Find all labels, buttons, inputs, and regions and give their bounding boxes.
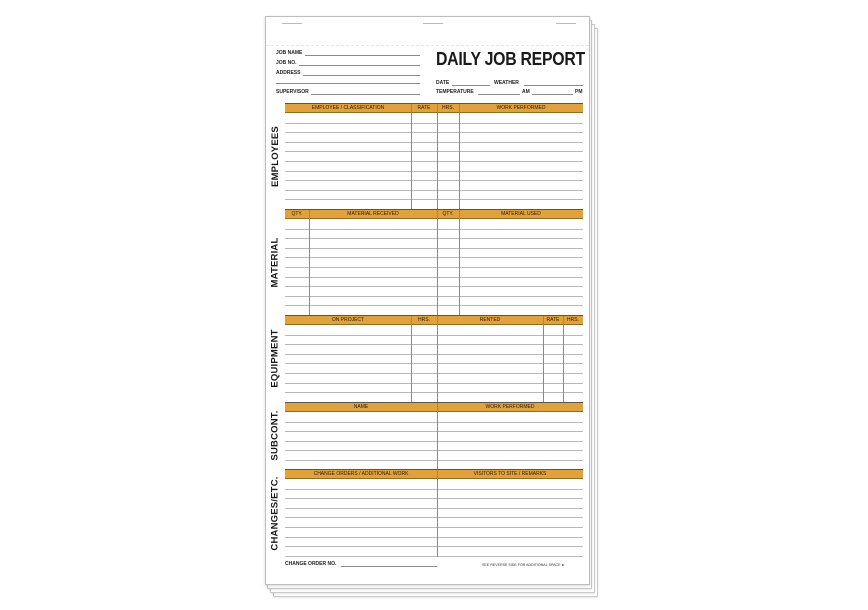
changes-header-bar — [285, 470, 583, 479]
ruled-line — [285, 537, 583, 538]
on-project-header: ON PROJECT — [331, 317, 365, 323]
temperature-am-field[interactable] — [478, 94, 520, 95]
material-received-header: MATERIAL RECEIVED — [347, 211, 399, 217]
perforation-mark-center — [423, 23, 443, 24]
employees-col-divider-3 — [459, 104, 460, 209]
reverse-side-note: SEE REVERSE SIDE FOR ADDITIONAL SPACE ► — [482, 563, 566, 567]
date-field[interactable] — [452, 85, 490, 86]
job-name-label: JOB NAME — [276, 50, 303, 56]
ruled-line — [285, 296, 583, 297]
rate-header: RATE — [417, 105, 431, 111]
visitors-remarks-header: VISITORS TO SITE / REMARKS — [473, 471, 547, 477]
ruled-line — [285, 161, 583, 162]
ruled-line — [285, 180, 583, 181]
job-no-label: JOB NO. — [276, 60, 297, 66]
changes-col-divider — [437, 470, 438, 557]
ruled-line — [285, 132, 583, 133]
equipment-col-divider-2 — [437, 316, 438, 402]
ruled-line — [285, 229, 583, 230]
ruled-line — [285, 305, 583, 306]
material-col-divider-2 — [437, 210, 438, 315]
equipment-header-bar — [285, 316, 583, 325]
form-title: DAILY JOB REPORT — [436, 49, 585, 69]
ruled-line — [285, 460, 583, 461]
weather-field[interactable] — [524, 85, 583, 86]
supervisor-label: SUPERVISOR — [276, 89, 309, 95]
ruled-line — [285, 441, 583, 442]
perforation-mark-left — [282, 23, 302, 24]
work-performed-header: WORK PERFORMED — [496, 105, 546, 111]
rented-header: RENTED — [479, 317, 501, 323]
rented-rate-header: RATE — [546, 317, 560, 323]
ruled-line — [285, 546, 583, 547]
changes-section-title: CHANGES/ETC. — [269, 475, 281, 551]
am-label: AM — [522, 89, 530, 95]
ruled-line — [285, 248, 583, 249]
ruled-line — [285, 335, 583, 336]
equipment-col-divider-4 — [563, 316, 564, 402]
employees-col-divider-1 — [411, 104, 412, 209]
ruled-line — [285, 257, 583, 258]
perforation-line — [266, 45, 589, 46]
ruled-line — [285, 238, 583, 239]
change-order-no-label: CHANGE ORDER NO. — [285, 561, 337, 567]
employees-header-bar — [285, 104, 583, 113]
ruled-line — [285, 422, 583, 423]
ruled-line — [285, 373, 583, 374]
job-no-field[interactable] — [299, 65, 420, 66]
ruled-line — [285, 199, 583, 200]
ruled-line — [285, 142, 583, 143]
date-label: DATE — [436, 80, 450, 86]
material-header-bar — [285, 210, 583, 219]
material-rows[interactable] — [285, 219, 583, 315]
ruled-line — [285, 286, 583, 287]
material-col-divider-1 — [309, 210, 310, 315]
perforation-mark-right — [556, 23, 576, 24]
subcont-col-divider — [437, 403, 438, 469]
job-report-form — [265, 16, 590, 585]
ruled-line — [285, 277, 583, 278]
temperature-label: TEMPERATURE — [436, 89, 474, 95]
qty-received-header: QTY. — [291, 211, 303, 217]
ruled-line — [285, 450, 583, 451]
ruled-line — [285, 498, 583, 499]
ruled-line — [285, 267, 583, 268]
employees-section-title: EMPLOYEES — [269, 125, 281, 187]
pm-label: PM — [575, 89, 583, 95]
employees-col-divider-2 — [437, 104, 438, 209]
material-section-title: MATERIAL — [269, 237, 281, 287]
equipment-col-divider-3 — [543, 316, 544, 402]
address-field-line-2[interactable] — [276, 83, 420, 84]
hrs-header: HRS. — [442, 105, 454, 111]
equipment-hrs-header: HRS. — [418, 317, 430, 323]
ruled-line — [285, 354, 583, 355]
equipment-section-title: EQUIPMENT — [269, 329, 281, 388]
ruled-line — [285, 151, 583, 152]
change-orders-header: CHANGE ORDERS / ADDITIONAL WORK — [313, 471, 409, 477]
ruled-line — [285, 123, 583, 124]
ruled-line — [285, 363, 583, 364]
address-label: ADDRESS — [276, 70, 301, 76]
subcont-header-bar — [285, 403, 583, 412]
ruled-line — [285, 517, 583, 518]
weather-label: WEATHER — [494, 80, 519, 86]
supervisor-field[interactable] — [311, 94, 420, 95]
job-name-field[interactable] — [305, 55, 420, 56]
ruled-line — [285, 431, 583, 432]
ruled-line — [285, 344, 583, 345]
subcont-rows[interactable] — [285, 412, 583, 469]
subcont-section-title: SUBCONT. — [269, 410, 281, 461]
material-col-divider-3 — [459, 210, 460, 315]
employees-rows[interactable] — [285, 113, 583, 209]
changes-rows[interactable] — [285, 479, 583, 557]
ruled-line — [285, 383, 583, 384]
equipment-rows[interactable] — [285, 325, 583, 402]
ruled-line — [285, 527, 583, 528]
ruled-line — [285, 392, 583, 393]
ruled-line — [285, 508, 583, 509]
subcont-name-header: NAME — [353, 404, 369, 410]
ruled-line — [285, 489, 583, 490]
subcont-work-performed-header: WORK PERFORMED — [485, 404, 535, 410]
temperature-pm-field[interactable] — [532, 94, 573, 95]
change-order-no-field[interactable] — [341, 566, 437, 567]
equipment-col-divider-1 — [411, 316, 412, 402]
ruled-line — [285, 171, 583, 172]
rented-hrs-header: HRS. — [567, 317, 579, 323]
material-used-header: MATERIAL USED — [501, 211, 541, 217]
qty-used-header: QTY. — [442, 211, 454, 217]
employee-classification-header: EMPLOYEE / CLASSIFICATION — [311, 105, 385, 111]
address-field[interactable] — [303, 75, 420, 76]
ruled-line — [285, 190, 583, 191]
ruled-line — [285, 556, 583, 557]
